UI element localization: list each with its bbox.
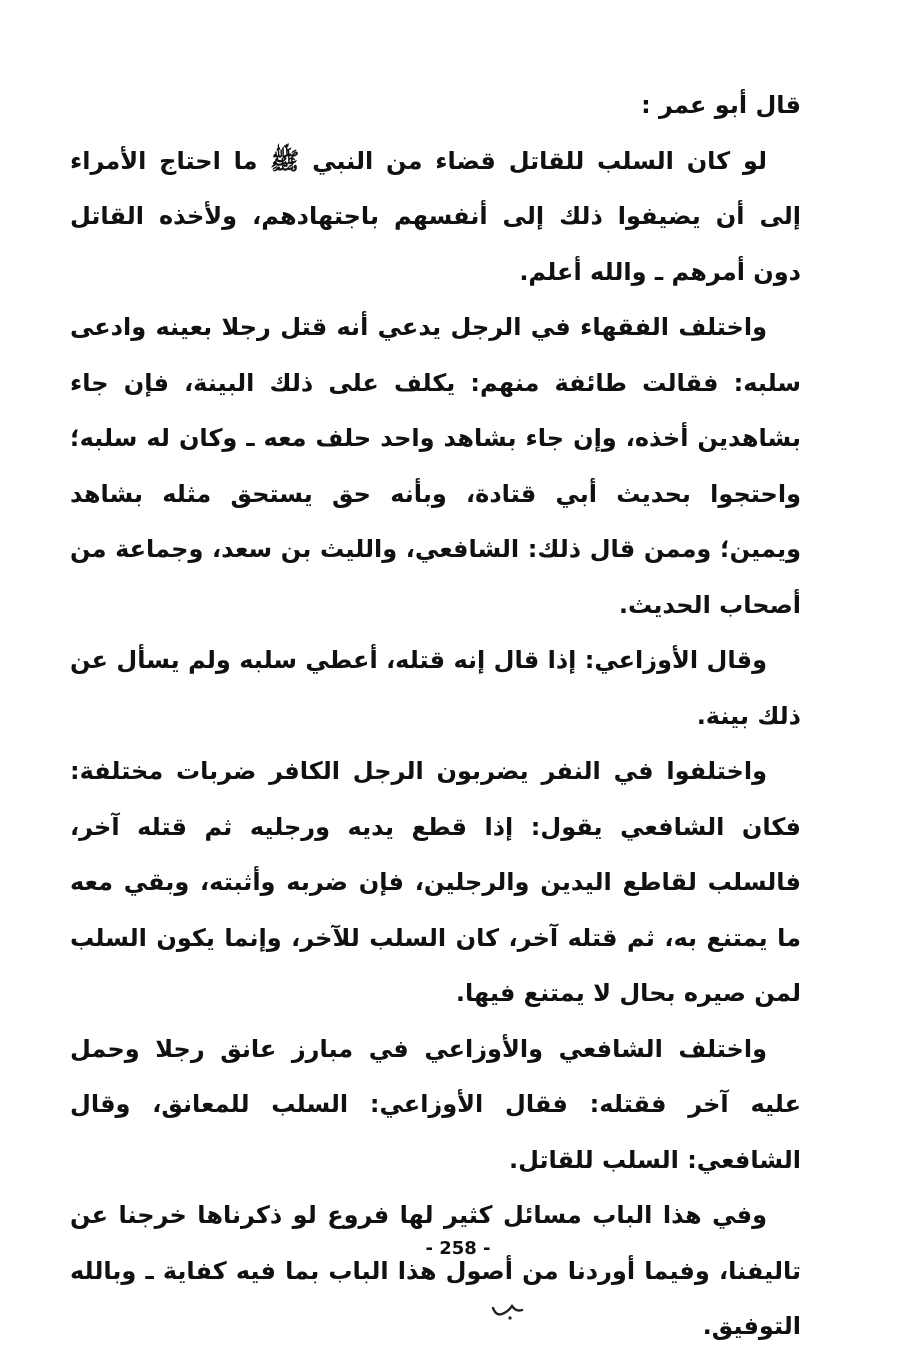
paragraph-5: واختلف الشافعي والأوزاعي في مبارز عانق رجلا وحمل عليه آخر فقتله: فقال الأوزاعي: السلب للمعانق، وقال الشافعي: السلب للقاتل. [70,1034,801,1174]
paragraph-6: وفي هذا الباب مسائل كثير لها فروع لو ذكرناها خرجنا عن تاليفنا، وفيما أوردنا من أصول هذا الباب بما فيه كفاية ـ وبالله التوفيق. [70,1201,801,1340]
page-number: - 258 - [425,1238,491,1259]
paragraph-1: لو كان السلب للقاتل قضاء من النبي ﷺ ما احتاج الأمراء إلى أن يضيفوا ذلك إلى أنفسهم باجتهادهم، ولأخذه القاتل دون أمرهم ـ والله أعلم. [70,146,801,286]
paragraph-3: وقال الأوزاعي: إذا قال إنه قتله، أعطي سلبه ولم يسأل عن ذلك بينة. [70,646,801,730]
paragraph-4: واختلفوا في النفر يضربون الرجل الكافر ضربات مختلفة: فكان الشافعي يقول: إذا قطع يديه ورجليه ثم قتله آخر، فالسلب لقاطع اليدين والرجلين، فإن ضربه وأثبته، وبقي معه ما يمتنع به، ثم قتله آخر، كان السلب للآخر، وإنما يكون السلب لمن صيره بحال لا يمتنع فيها. [70,757,801,1007]
body-text [70,78,801,1355]
section-heading: قال أبو عمر : [641,91,801,119]
paragraph-2: واختلف الفقهاء في الرجل يدعي أنه قتل رجلا بعينه وادعى سلبه: فقالت طائفة منهم: يكلف على ذلك البينة، فإن جاء بشاهدين أخذه، وإن جاء بشاهد واحد حلف معه ـ وكان له سلبه؛ واحتجوا بحديث أبي قتادة، وبأنه حق يستحق مثله بشاهد ويمين؛ وممن قال ذلك: الشافعي، والليث بن سعد، وجماعة من أصحاب الحديث. [70,313,801,619]
printer-mark-icon [490,1300,526,1322]
